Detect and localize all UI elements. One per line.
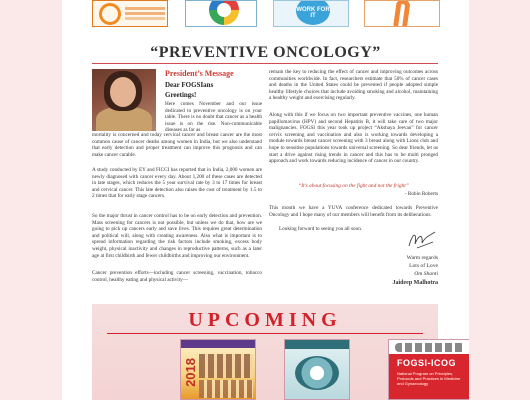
event-poster-3[interactable] — [388, 339, 469, 400]
page-title: “PREVENTIVE ONCOLOGY” — [150, 44, 381, 61]
salutation: Dear FOGSIans — [165, 81, 214, 89]
message-paragraph-1-continued: mortality is concerned and today cervical cancer and breast cancer are the most common cause of cancer deaths among women in India, but we also understand that early detection and proper treatment can improve this prognosis and can make cancer curable. — [92, 132, 262, 158]
cancer-campaign-logo — [185, 0, 257, 27]
event-logo — [92, 0, 168, 27]
logo-strip — [62, 0, 469, 30]
sign-off-shanti: Om Shanti — [414, 271, 438, 277]
upcoming-events-section — [92, 304, 461, 400]
world-cancer-day-logo-text: WORK FOR IT — [296, 0, 330, 25]
event-poster-1-year: 2018 — [183, 358, 198, 387]
message-paragraph-6: Along with this if we focus on two important preventive vaccines, one human papillomavirus (HPV) and second Hepatitis B, it will take care of two major malignancies. FOGSI this year took up project “Akshaya Jeevan” for cancer cervix screening and vaccination and also is working towards developing a module towards breast cancer screening with 3 breast along with Lions club and hope to sensitise populations towards universal screening. So dear friends, let us start a drive against rising trends in cancer and this has to be multi pronged approach and work towards reducing incidence of cancer in our country. — [269, 112, 438, 165]
message-paragraph-1: Here comes November and our issue dedicated to preventive oncology is on your table. There is no doubt that cancer as a health issue is on the rise. Non-communicable diseases as far as — [165, 101, 262, 134]
message-paragraph-8: Looking forward to seeing you all soon. — [279, 226, 363, 232]
signature-icon — [405, 228, 439, 252]
message-paragraph-7: This month we have a YUVA conference dedicated towards Preventive Oncology and I hope many of our members will benefit from its deliberations. — [269, 205, 438, 218]
message-paragraph-4: Cancer prevention efforts—including cancer screening, vaccination, tobacco control, healthy eating and physical activity— — [92, 270, 262, 283]
quote-author: - Robin Roberts — [404, 191, 438, 197]
message-paragraph-2: A study conducted by EY and FICCI has reported that in India, 2,000 women are newly diagnosed with cancer every day. About 1,200 of these cases are detected in late stages, which reduces the 5 year survival rate by 3 to 17 times for breast and cervical cancer. This late detection also raises the cost of treatment by 1.5 to 2 times that for early stage cancers. — [92, 167, 262, 200]
event-poster-3-heading: FOGSI-ICOG — [397, 358, 456, 368]
sign-off-love: Lots of Love — [409, 263, 438, 269]
author-name: Jaideep Malhotra — [392, 280, 438, 286]
world-cancer-day-logo — [273, 0, 349, 27]
ribbon-icon — [393, 0, 411, 27]
message-heading: President’s Message — [165, 69, 234, 78]
greeting: Greetings! — [165, 91, 197, 99]
sign-off-regards: Warm regards — [406, 255, 438, 261]
awareness-ribbon-logo — [364, 0, 440, 27]
event-poster-3-subtitle: National Program on Principles, Protocols and Practices in Medicine and Gynaecology — [397, 371, 461, 386]
message-paragraph-3: So the major thrust in cancer control has to be on early detection and prevention. Mass screening for cancers is not possible, but unless we do that, how are we going to pick up cancers early and save lives. This requires great determination and political will, along with creating awareness. Also what is important is to spread information regarding the risk factors include smoking, excess body weight, physical inactivity and changes in reproductive patterns, such as a later age at first childbirth and fewer childbirths and improving our environment. — [92, 213, 262, 259]
newsletter-page — [62, 0, 469, 400]
message-paragraph-5: remain the key to reducing the effect of cancer and improving outcomes across communities worldwide. In fact, researchers estimate that 50% of cancer cases and deaths in the United States could be prevented if people adopted simple healthy lifestyle choices that include avoiding smoking and alcohol, maintaining a healthy weight and exercising regularly. — [269, 69, 438, 102]
president-photo — [92, 69, 156, 131]
event-poster-1[interactable] — [180, 339, 256, 400]
quote-text: “It’s about focusing on the fight and not the fright” — [298, 183, 409, 189]
title-divider — [92, 63, 438, 64]
event-poster-2[interactable] — [284, 339, 350, 400]
upcoming-title: UPCOMING — [188, 309, 342, 331]
upcoming-divider — [107, 333, 423, 334]
